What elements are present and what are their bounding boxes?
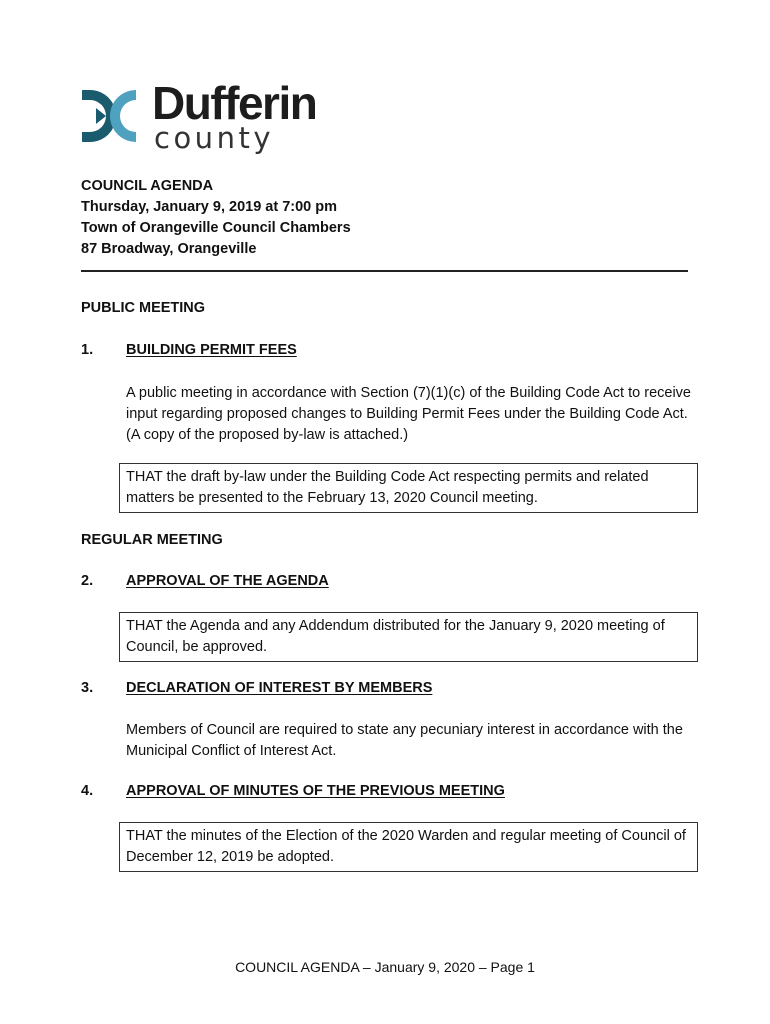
meeting-location: Town of Orangeville Council Chambers xyxy=(81,220,351,236)
item-1-number: 1. xyxy=(81,342,94,358)
item-2-motion: THAT the Agenda and any Addendum distributed for the January 9, 2020 meeting of Council, be approved. xyxy=(119,612,698,662)
item-2-title: APPROVAL OF THE AGENDA xyxy=(126,573,329,589)
agenda-title: COUNCIL AGENDA xyxy=(81,178,214,194)
item-4-number: 4. xyxy=(81,783,94,799)
item-1-title: BUILDING PERMIT FEES xyxy=(126,342,297,358)
item-1-motion: THAT the draft by-law under the Building Code Act respecting permits and related matters be presented to the February 13, 2020 Council meeting. xyxy=(119,463,698,513)
item-3-text: Members of Council are required to state any pecuniary interest in accordance with the Municipal Conflict of Interest Act. xyxy=(126,722,683,759)
item-4-title: APPROVAL OF MINUTES OF THE PREVIOUS MEETING xyxy=(126,783,505,799)
meeting-date: Thursday, January 9, 2019 at 7:00 pm xyxy=(81,199,338,215)
dufferin-county-logo xyxy=(80,77,340,156)
page-footer: COUNCIL AGENDA – January 9, 2020 – Page 1 xyxy=(235,959,535,975)
meeting-address: 87 Broadway, Orangeville xyxy=(81,241,257,257)
item-4-motion: THAT the minutes of the Election of the 2020 Warden and regular meeting of Council of December 12, 2019 be adopted. xyxy=(119,822,698,872)
item-2-number: 2. xyxy=(81,573,94,589)
logo-mark-icon xyxy=(80,84,144,148)
section-public-meeting: PUBLIC MEETING xyxy=(81,300,206,316)
agenda-header xyxy=(81,176,351,260)
section-regular-meeting: REGULAR MEETING xyxy=(81,532,223,548)
logo-subtitle: county xyxy=(154,121,274,155)
logo-wordmark: Dufferin xyxy=(152,77,317,129)
item-1-text: A public meeting in accordance with Section (7)(1)(c) of the Building Code Act to receive input regarding proposed changes to Building Permit Fees under the Building Code Act. (A copy of the proposed by-law is attached.) xyxy=(126,385,691,443)
item-3-title: DECLARATION OF INTEREST BY MEMBERS xyxy=(126,680,433,696)
item-3-number: 3. xyxy=(81,680,94,696)
header-divider xyxy=(81,270,688,272)
